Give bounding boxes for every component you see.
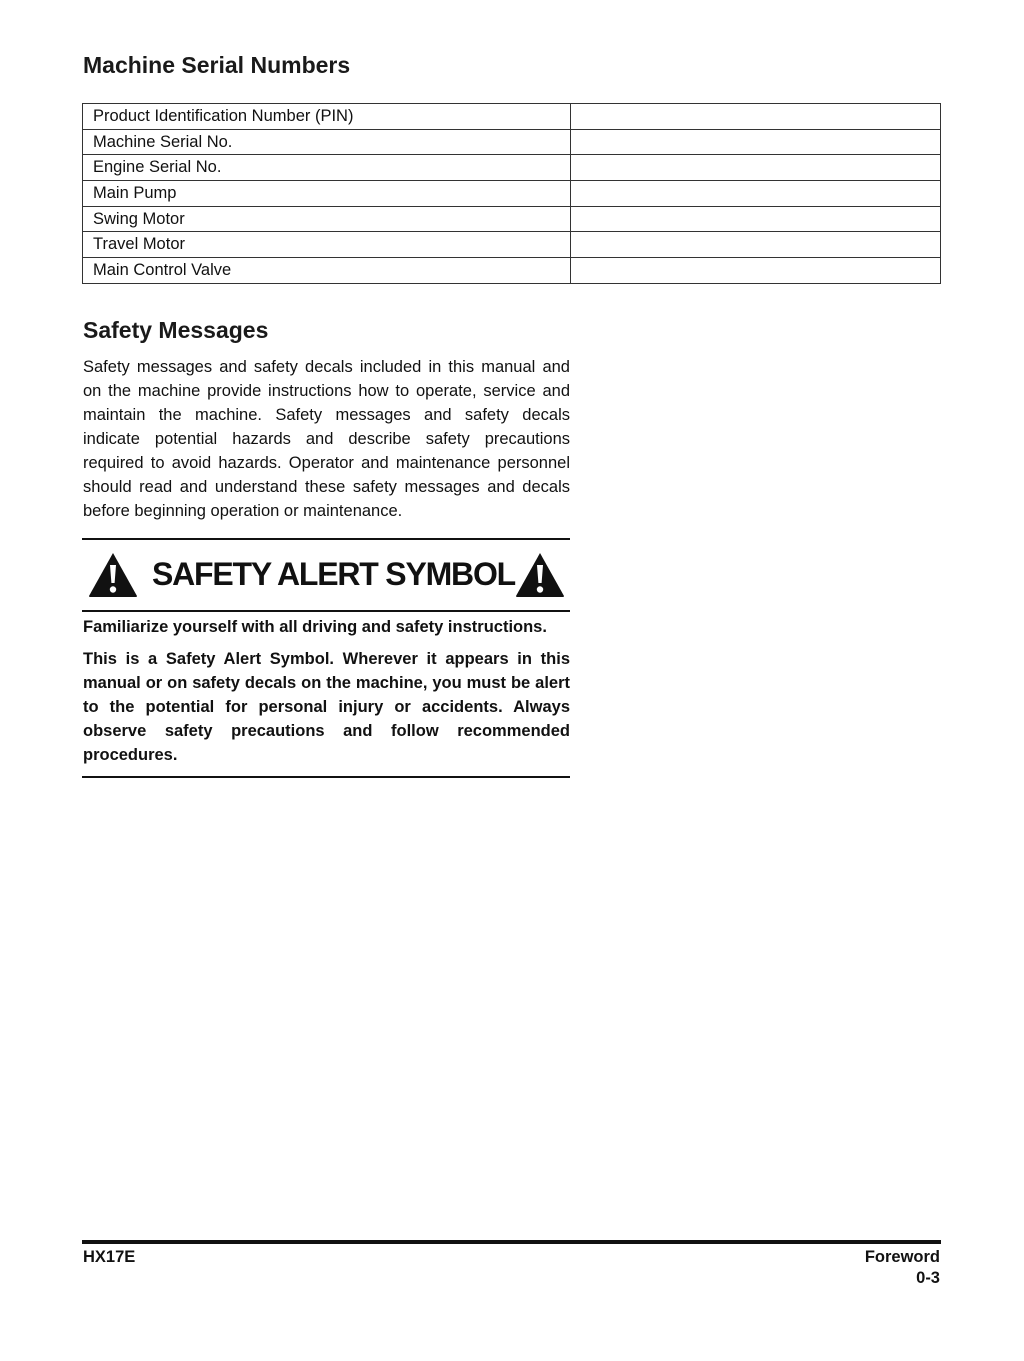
- footer-model: HX17E: [83, 1248, 136, 1266]
- table-row: [83, 206, 941, 232]
- table-row: [83, 232, 941, 258]
- footer-page-number: 0-3: [916, 1269, 940, 1287]
- row-value: [571, 181, 941, 207]
- row-label: Travel Motor: [83, 232, 571, 258]
- row-label: Product Identification Number (PIN): [83, 104, 571, 130]
- footer-section: Foreword: [864, 1248, 940, 1266]
- alert-top-rule: [82, 538, 570, 540]
- safety-alert-title: SAFETY ALERT SYMBOL: [152, 556, 515, 592]
- safety-messages-title: Safety Messages: [83, 317, 269, 343]
- row-label: Machine Serial No.: [83, 129, 571, 155]
- row-label: Main Control Valve: [83, 258, 571, 284]
- row-value: [571, 104, 941, 130]
- serial-numbers-title: Machine Serial Numbers: [83, 52, 351, 78]
- safety-alert-description: This is a Safety Alert Symbol. Wherever it appears in this manual or on safety decals on the machine, you must be alert to the potential for personal injury or accidents. Always observe safety precautions and follow recommended procedures.: [83, 650, 570, 764]
- row-value: [571, 232, 941, 258]
- row-value: [571, 129, 941, 155]
- alert-bottom-rule: [82, 776, 570, 778]
- table-row: [83, 155, 941, 181]
- warning-triangle-icon: [515, 552, 565, 598]
- alert-middle-rule: [82, 610, 570, 612]
- table-row: [83, 129, 941, 155]
- row-label: Swing Motor: [83, 206, 571, 232]
- warning-triangle-icon: [88, 552, 138, 598]
- familiarize-paragraph: Familiarize yourself with all driving and safety instructions.: [83, 618, 547, 636]
- safety-alert-banner: [82, 548, 570, 604]
- table-row: [83, 181, 941, 207]
- serial-numbers-table: [82, 103, 941, 284]
- table-row: [83, 258, 941, 284]
- row-label: Engine Serial No.: [83, 155, 571, 181]
- row-label: Main Pump: [83, 181, 571, 207]
- table-row: [83, 104, 941, 130]
- footer-rule: [82, 1240, 941, 1244]
- row-value: [571, 258, 941, 284]
- safety-intro-paragraph: Safety messages and safety decals included in this manual and on the machine provide instructions how to operate, service and maintain the machine. Safety messages and safety decals indicate potential hazards and describe safety precautions required to avoid hazards. Operator and maintenance personnel should read and understand these safety messages and decals before beginning operation or maintenance.: [83, 358, 570, 520]
- row-value: [571, 206, 941, 232]
- row-value: [571, 155, 941, 181]
